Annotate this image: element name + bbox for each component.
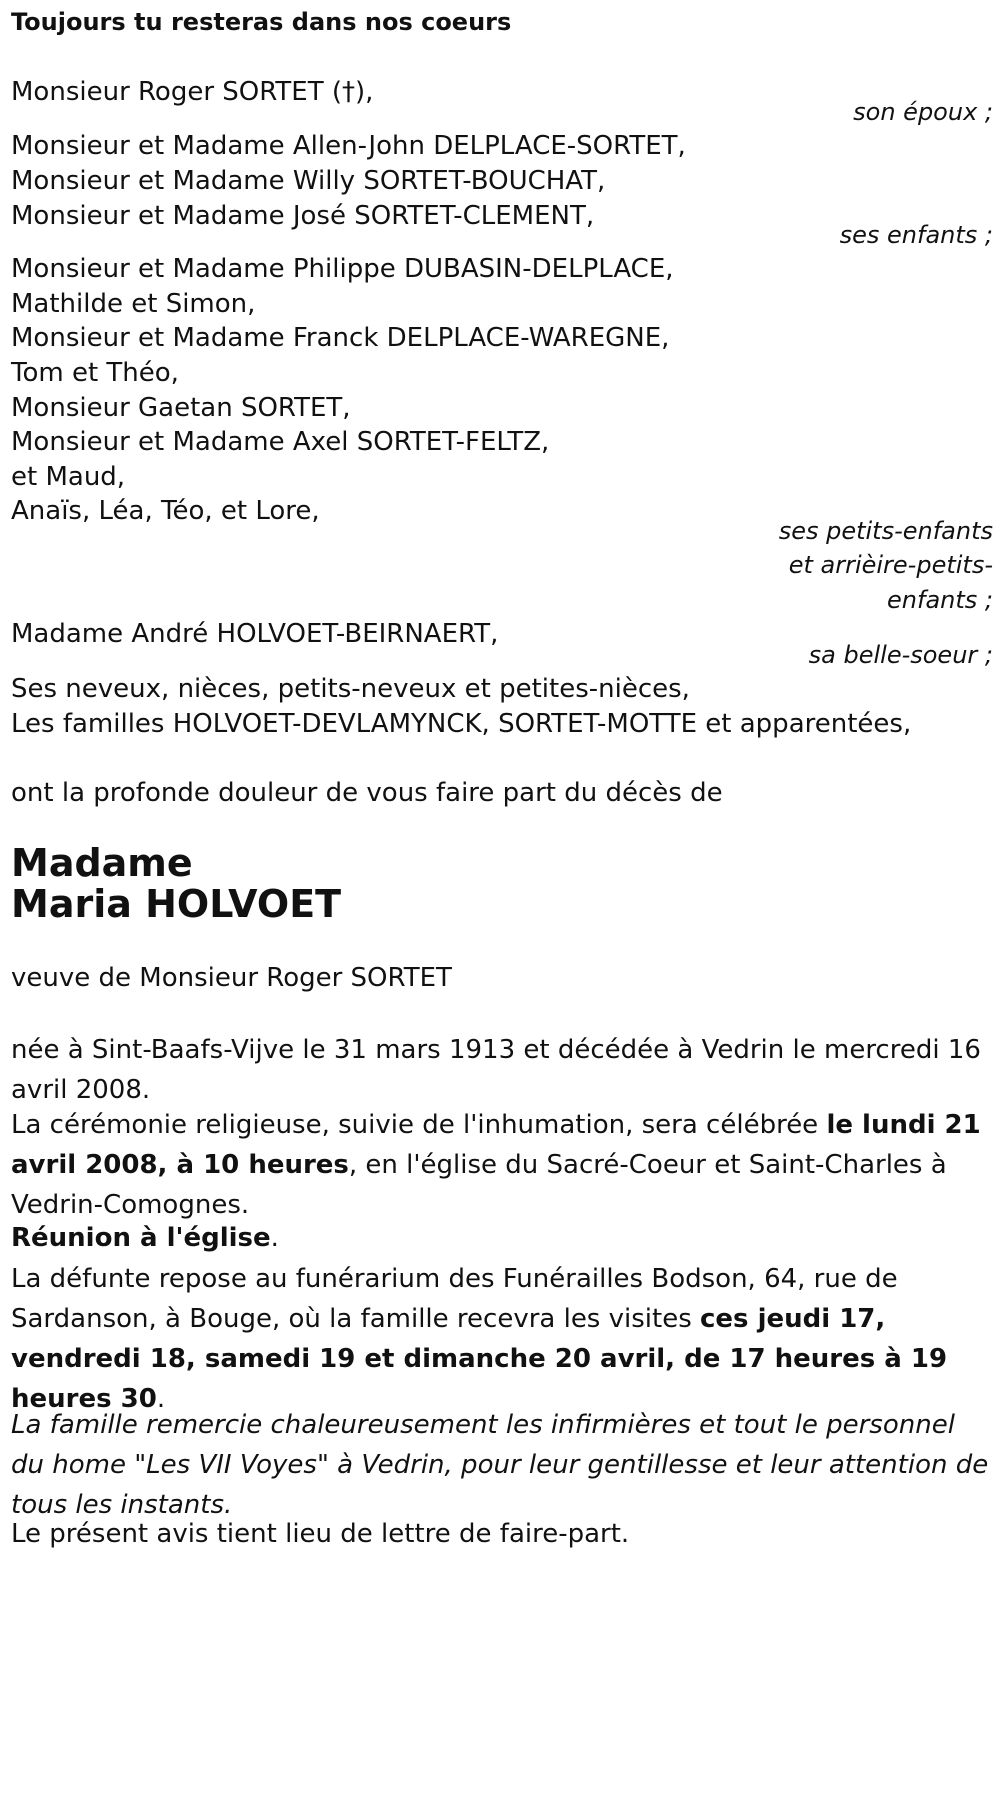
visits-schedule: ces jeudi 17, vendredi 18, samedi 19 et dimanche 20 avril, de 17 heures à 19 heures 30 [11, 1304, 948, 1414]
announcement: ont la profonde douleur de vous faire part du décès de [11, 778, 723, 808]
grandchildren-relation: et arrièire-petits- [788, 551, 993, 579]
grandchild-line: Anaïs, Léa, Téo, et Lore, [11, 496, 320, 526]
sister-in-law-relation: sa belle-soeur ; [808, 641, 993, 669]
ceremony-place: , en l'église du Sacré-Coeur et Saint-Charles à Vedrin-Comognes. [11, 1150, 947, 1220]
child-line: Monsieur et Madame Allen-John DELPLACE-SORTET, [11, 131, 686, 161]
grandchild-line: Monsieur et Madame Franck DELPLACE-WAREGNE, [11, 323, 670, 353]
ceremony-text-part: La cérémonie religieuse, suivie de l'inhumation, sera célébrée [11, 1110, 827, 1140]
visits-text [11, 1259, 993, 1419]
grandchild-line: Tom et Théo, [11, 358, 179, 388]
header-title: Toujours tu resteras dans nos coeurs [11, 8, 512, 36]
thanks-text: La famille remercie chaleureusement les infirmières et tout le personnel du home "Les VII Voyes" à Vedrin, pour leur gentillesse et leur attention de tous les instants. [11, 1410, 989, 1520]
child-line: Monsieur et Madame Willy SORTET-BOUCHAT, [11, 166, 606, 196]
ceremony-date: le lundi 21 avril 2008, à 10 heures [11, 1110, 981, 1180]
others-line: Ses neveux, nièces, petits-neveux et petites-nièces, [11, 674, 690, 704]
others-line: Les familles HOLVOET-DEVLAMYNCK, SORTET-MOTTE et apparentées, [11, 709, 912, 739]
grandchild-line: Monsieur et Madame Philippe DUBASIN-DELPLACE, [11, 254, 674, 284]
closing-text: Le présent avis tient lieu de lettre de faire-part. [11, 1519, 630, 1549]
birth-death-text: née à Sint-Baafs-Vijve le 31 mars 1913 et décédée à Vedrin le mercredi 16 avril 2008. [11, 1035, 981, 1105]
grandchildren-relation: ses petits-enfants [778, 517, 993, 545]
meeting-punct: . [270, 1223, 279, 1253]
ceremony-text [11, 1105, 993, 1225]
grandchild-line: Monsieur Gaetan SORTET, [11, 393, 351, 423]
sister-in-law-line: Madame André HOLVOET-BEIRNAERT, [11, 619, 499, 649]
child-line: Monsieur et Madame José SORTET-CLEMENT, [11, 201, 595, 231]
widow-of: veuve de Monsieur Roger SORTET [11, 963, 452, 993]
spouse-relation: son époux ; [853, 98, 993, 126]
grandchildren-relation: enfants ; [887, 586, 993, 614]
spouse-line: Monsieur Roger SORTET (†), [11, 77, 374, 107]
meeting-text [11, 1218, 993, 1258]
children-relation: ses enfants ; [839, 221, 993, 249]
meeting-label: Réunion à l'église [11, 1223, 271, 1253]
grandchild-line: Mathilde et Simon, [11, 289, 256, 319]
grandchild-line: Monsieur et Madame Axel SORTET-FELTZ, [11, 427, 550, 457]
visits-text-part: La défunte repose au funérarium des Funérailles Bodson, 64, rue de Sardanson, à Bouge, où la famille recevra les visites [11, 1264, 898, 1334]
grandchild-line: et Maud, [11, 462, 126, 492]
deceased-name: Maria HOLVOET [11, 882, 342, 926]
visits-punct: . [156, 1384, 166, 1414]
deceased-title: Madame [11, 841, 193, 885]
